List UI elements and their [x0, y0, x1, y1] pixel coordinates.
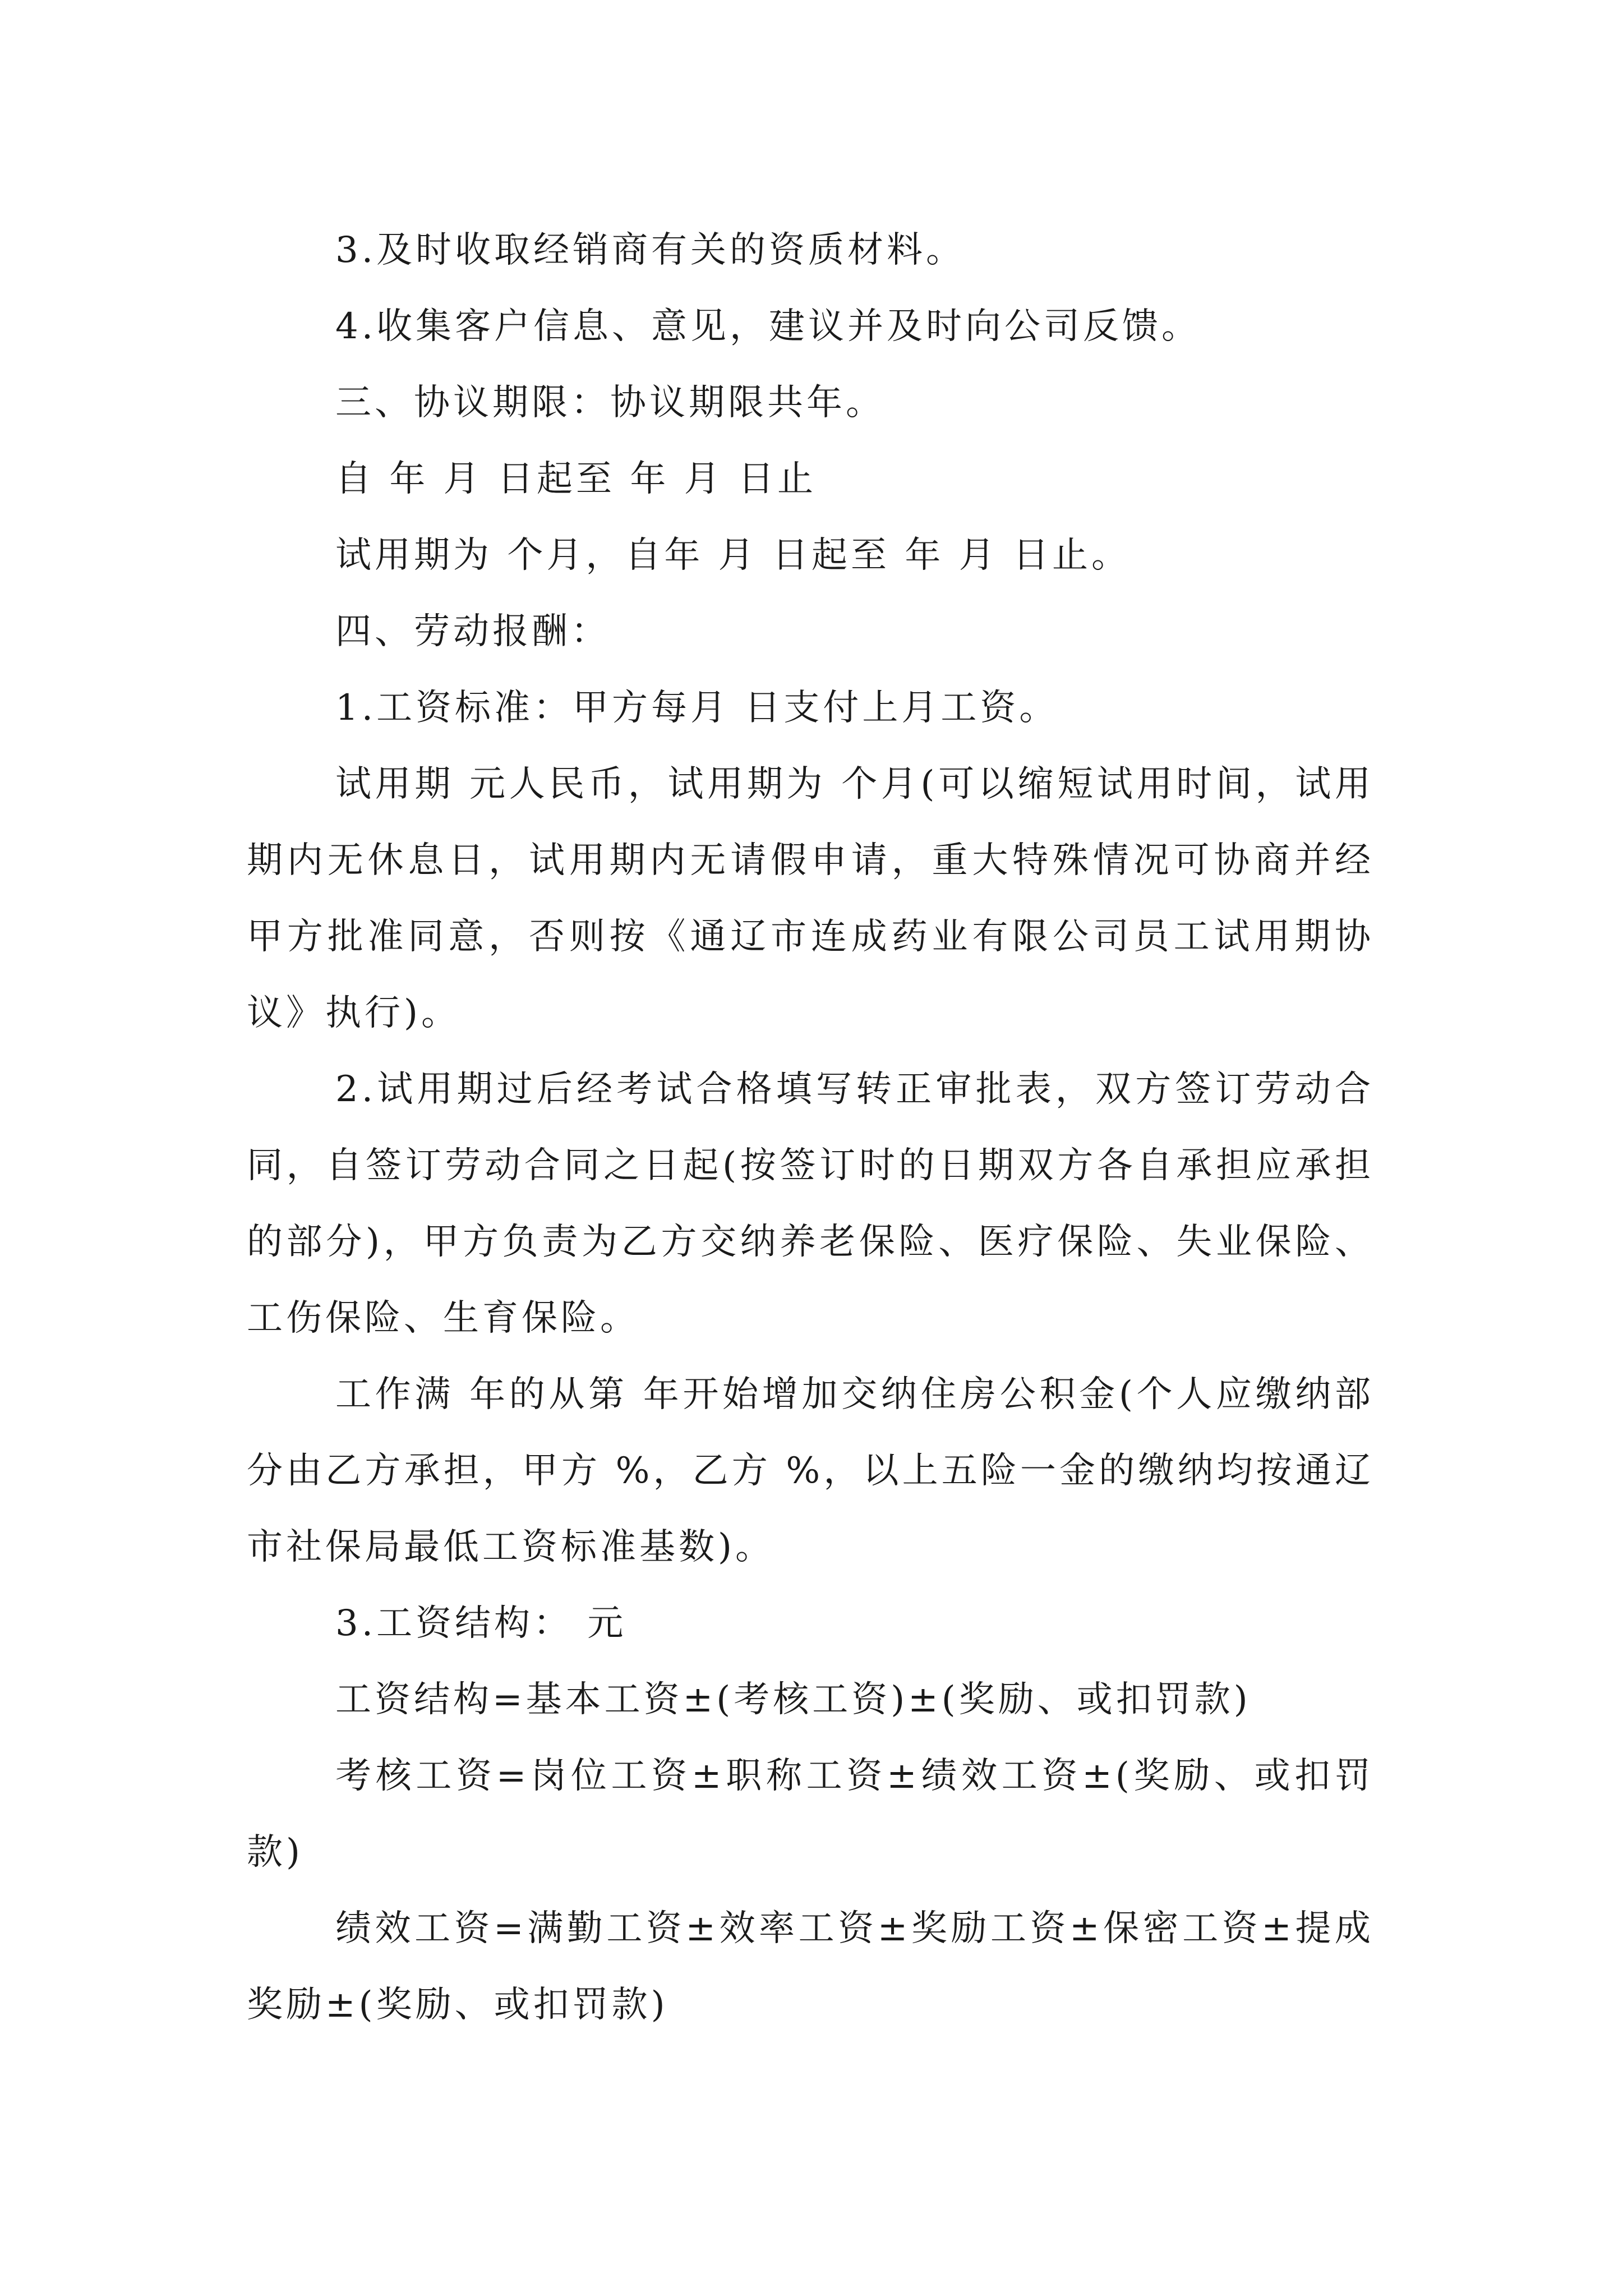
section-heading: 三、协议期限：协议期限共年。 [335, 382, 885, 424]
formula-line: 工资结构=基本工资±(考核工资)±(奖励、或扣罚款) [335, 1679, 1251, 1720]
paragraph: 4.收集客户信息、意见，建议并及时向公司反馈。 [335, 306, 1201, 347]
paragraph: 试用期为 个月，自年 月 日起至 年 月 日止。 [335, 535, 1131, 576]
section-heading: 四、劳动报酬： [335, 611, 610, 652]
formula-line: 绩效工资=满勤工资±效率工资±奖励工资±保密工资±提成奖励±(奖励、或扣罚款) [247, 1908, 1374, 2026]
document-body [247, 212, 1374, 2043]
paragraph: 试用期 元人民币，试用期为 个月(可以缩短试用时间，试用期内无休息日，试用期内无请假申请，重大特殊情况可协商并经甲方批准同意，否则按《通辽市连成药业有限公司员工试用期协议》执行)。 [247, 763, 1374, 1034]
formula-line: 考核工资=岗位工资±职称工资±绩效工资±(奖励、或扣罚款) [247, 1755, 1374, 1873]
paragraph: 自 年 月 日起至 年 月 日止 [335, 458, 817, 500]
paragraph: 2.试用期过后经考试合格填写转正审批表，双方签订劳动合同，自签订劳动合同之日起(按签订时的日期双方各自承担应承担的部分)，甲方负责为乙方交纳养老保险、医疗保险、失业保险、工伤保险、生育保险。 [247, 1069, 1374, 1339]
paragraph: 工作满 年的从第 年开始增加交纳住房公积金(个人应缴纳部分由乙方承担，甲方 %，乙方 %，以上五险一金的缴纳均按通辽市社保局最低工资标准基数)。 [247, 1374, 1374, 1568]
paragraph: 1.工资标准：甲方每月 日支付上月工资。 [335, 687, 1059, 729]
paragraph: 3.工资结构： 元 [335, 1603, 627, 1644]
paragraph: 3.及时收取经销商有关的资质材料。 [335, 229, 966, 271]
